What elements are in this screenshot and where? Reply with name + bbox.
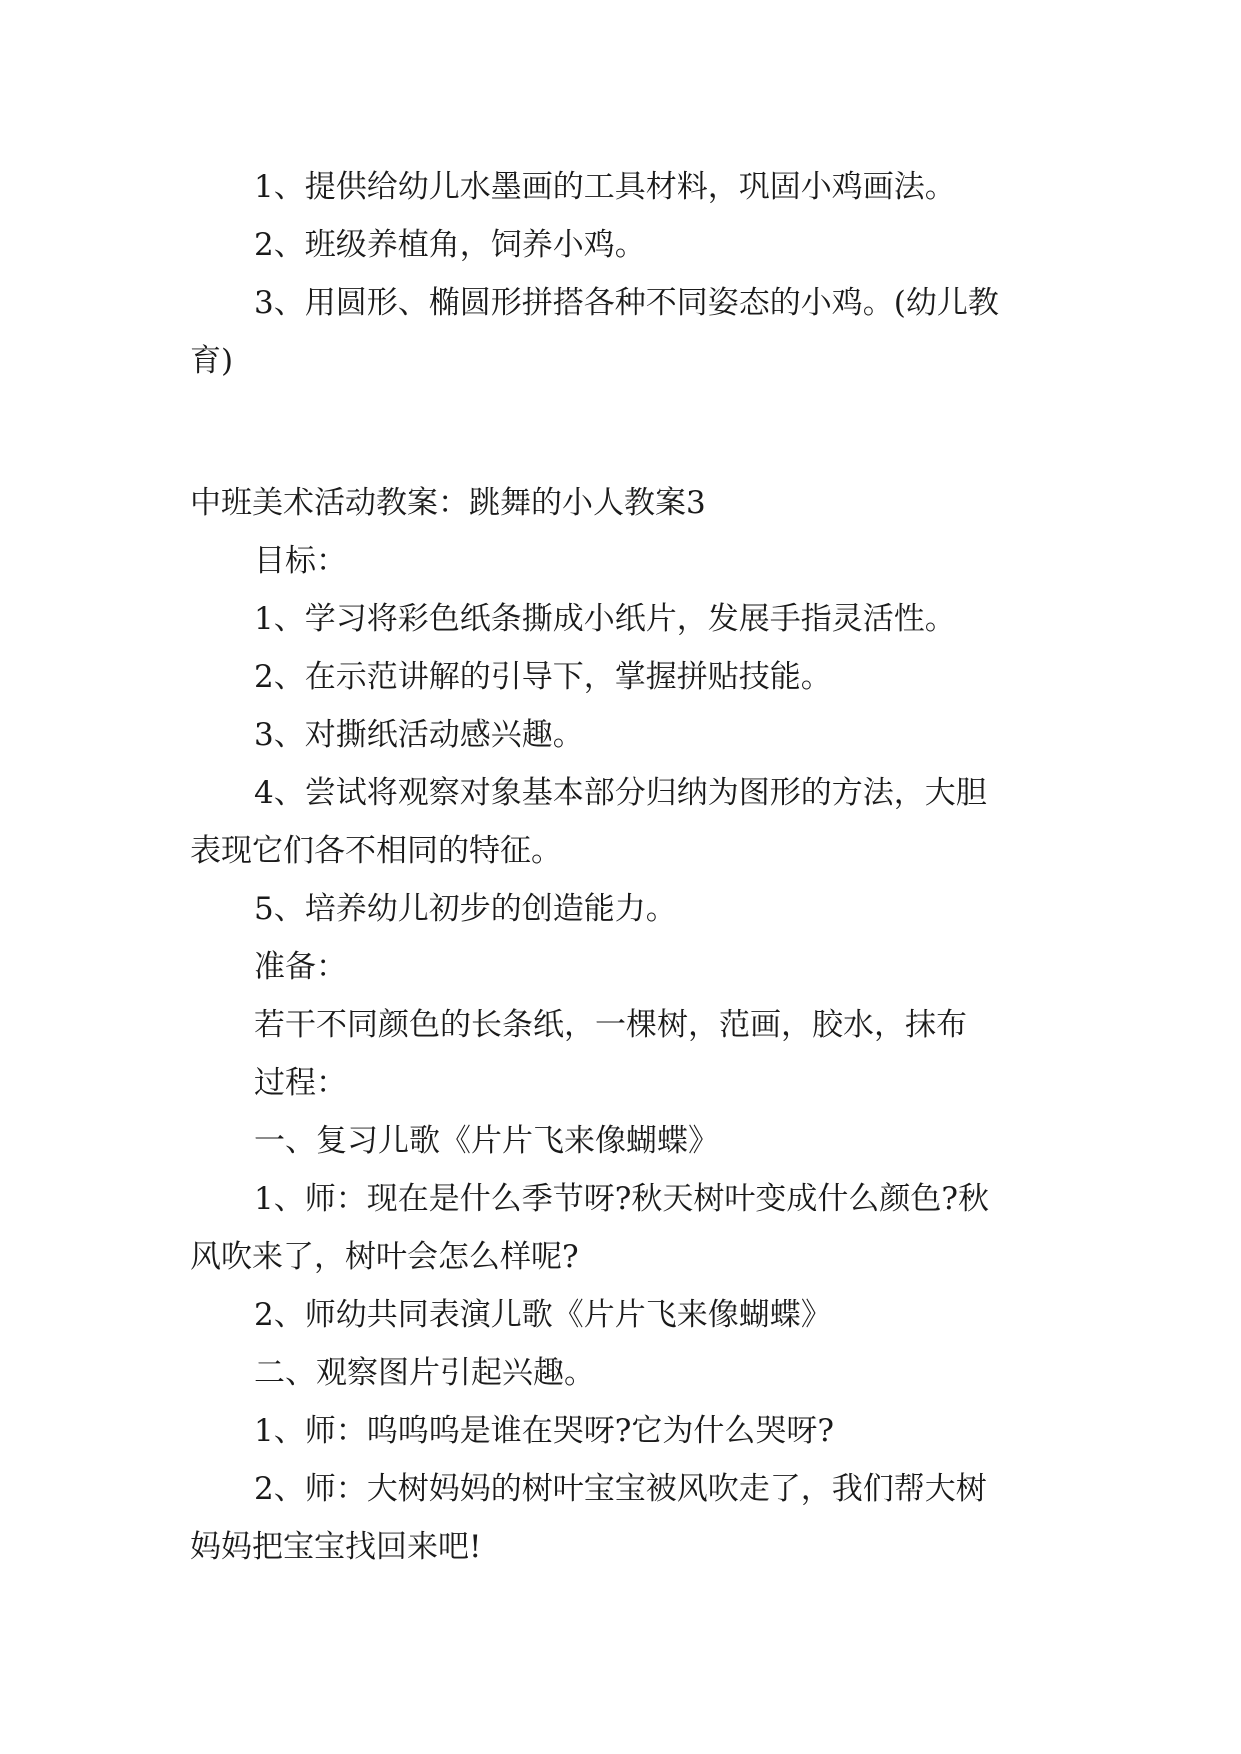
text-line: 3、用圆形、椭圆形拼搭各种不同姿态的小鸡。(幼儿教 <box>254 285 999 321</box>
document-body <box>190 158 1052 1576</box>
text-line: 一、复习儿歌《片片飞来像蝴蝶》 <box>254 1123 719 1159</box>
subheading-preparation: 准备： <box>254 949 347 985</box>
subheading-goals: 目标： <box>254 543 347 579</box>
text-line: 1、师：现在是什么季节呀?秋天树叶变成什么颜色?秋 <box>254 1181 989 1217</box>
text-line: 妈妈把宝宝找回来吧! <box>190 1529 482 1565</box>
text-line: 1、师：呜呜呜是谁在哭呀?它为什么哭呀? <box>254 1413 834 1449</box>
section-spacer <box>190 390 1052 474</box>
text-line: 二、观察图片引起兴趣。 <box>254 1355 595 1391</box>
text-line: 1、提供给幼儿水墨画的工具材料，巩固小鸡画法。 <box>254 169 956 205</box>
text-line: 风吹来了，树叶会怎么样呢? <box>190 1239 579 1275</box>
text-line: 2、师：大树妈妈的树叶宝宝被风吹走了，我们帮大树 <box>254 1471 987 1507</box>
text-line: 4、尝试将观察对象基本部分归纳为图形的方法，大胆 <box>254 775 987 811</box>
section-heading: 中班美术活动教案：跳舞的小人教案3 <box>190 485 706 521</box>
text-line: 2、师幼共同表演儿歌《片片飞来像蝴蝶》 <box>254 1297 832 1333</box>
text-line: 2、在示范讲解的引导下，掌握拼贴技能。 <box>254 659 832 695</box>
subheading-process: 过程： <box>254 1065 347 1101</box>
text-line: 5、培养幼儿初步的创造能力。 <box>254 891 677 927</box>
text-line: 2、班级养植角，饲养小鸡。 <box>254 227 646 263</box>
text-line: 表现它们各不相同的特征。 <box>190 833 562 869</box>
text-line: 1、学习将彩色纸条撕成小纸片，发展手指灵活性。 <box>254 601 956 637</box>
text-line: 育) <box>190 343 234 379</box>
text-line: 3、对撕纸活动感兴趣。 <box>254 717 584 753</box>
text-line: 若干不同颜色的长条纸，一棵树，范画，胶水，抹布 <box>254 1007 967 1043</box>
